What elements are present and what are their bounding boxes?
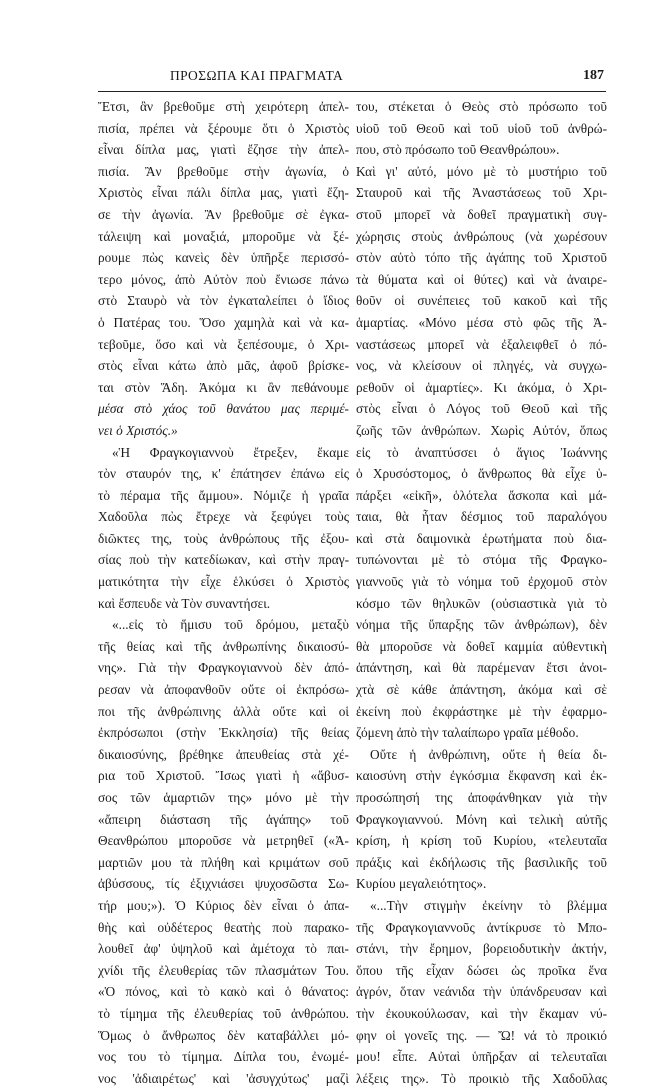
text-line: δικαιοσύνης, βρέθηκε ἀπευθείας στὰ χέ- xyxy=(98,746,349,762)
text-line: Ὅμως ὁ ἄνθρωπος δὲν καταβάλλει μό- xyxy=(98,1027,349,1043)
text-line: «Ὁ πόνος, καὶ τὸ κακὸ καὶ ὁ θάνατος: xyxy=(98,984,349,1000)
text-line: υἱοῦ τοῦ Θεοῦ καὶ τοῦ υἱοῦ τοῦ ἀνθρώ- xyxy=(356,120,607,136)
text-line: «ἄπειρη διάσταση τῆς ἀγάπης» τοῦ xyxy=(98,811,349,827)
text-line: ὅπου τῆς εἶχαν δώσει ὡς προῖκα ἕνα xyxy=(356,962,607,978)
text-line: ρια τοῦ Χριστοῦ. Ἴσως γιατὶ ἡ «ἄβυσ- xyxy=(98,768,349,784)
text-line: θοῦν οἱ συνέπειες τοῦ κακοῦ καὶ τῆς xyxy=(356,293,607,309)
text-line: πισία. Ἂν βρεθοῦμε στὴν ἀγωνία, ὁ xyxy=(98,163,349,179)
running-head xyxy=(98,68,606,88)
text-line: στὸς εἶναι ὁ Λόγος τοῦ Θεοῦ καὶ τῆς xyxy=(356,401,607,417)
page-number: 187 xyxy=(583,68,604,83)
text-line: τὴν ἐκουκούλωσαν, καὶ τὴν ἔκαμαν νύ- xyxy=(356,1005,607,1021)
text-line: Χαδοῦλα πὼς ἔτρεχε νὰ ξεφύγει τοὺς xyxy=(98,509,349,525)
text-line: σε τὴν ἀγωνία. Ἂν βρεθοῦμε σὲ ἐγκα- xyxy=(98,206,349,222)
right-text-column xyxy=(356,96,607,1089)
text-line: τῆς Φραγκογιαννοῦς ἀντίκρυσε τὸ Μπο- xyxy=(356,919,607,935)
text-line: τήρ μου;»). Ὁ Κύριος δὲν εἶναι ὁ ἀπα- xyxy=(98,897,349,913)
text-line: ζωῆς τῶν ἀνθρώπων. Χωρὶς Αὐτόν, ὅπως xyxy=(356,422,607,438)
text-line: λέξεις της». Τὸ προικιὸ τῆς Χαδοῦλας xyxy=(356,1070,607,1086)
text-line: ταια, θὰ ἦταν δέσμιος τοῦ παραλόγου xyxy=(356,509,607,525)
text-line: προσώπησή της ἀποφάνθηκαν γιὰ τὴν xyxy=(356,790,607,805)
left-text-column xyxy=(98,96,349,1089)
text-line: καὶ στὰ δαιμονικὰ ἐρωτήματα ποὺ δια- xyxy=(356,530,607,546)
text-line: «...εἰς τὸ ἥμισυ τοῦ δρόμου, μεταξὺ xyxy=(112,617,349,633)
text-line: μέσα στὸ χάος τοῦ θανάτου μας περιμέ- xyxy=(98,401,349,417)
text-line: ὁ Χρυσόστομος, ὁ ἄνθρωπος θὰ εἶχε ὑ- xyxy=(356,466,607,482)
text-line: Σταυροῦ καὶ τῆς Ἀναστάσεως τοῦ Χρι- xyxy=(356,185,607,201)
text-line: ματικότητα τὴν εἶχε ἑλκύσει ὁ Χριστὸς xyxy=(98,574,349,590)
text-line: ζόμενη ἀπὸ τὴν ταλαίπωρο γραῖα μέθοδο. xyxy=(356,725,579,741)
text-line: ποι τῆς ἀνθρώπινης ἀλλὰ οὔτε καὶ οἱ xyxy=(98,703,349,719)
text-line: τὰ θύματα καὶ οἱ θύτες) καὶ νὰ ἀναιρε- xyxy=(356,271,607,287)
text-line: κόσμο τῶν θηλυκῶν (οὐσιαστικὰ γιὰ τὸ xyxy=(356,595,607,611)
text-line: τερο μόνος, ἀπὸ Αὐτὸν ποὺ ἔνιωσε πάνω xyxy=(98,271,349,287)
text-line: ἐκείνη ποὺ ἐκφράστηκε μὲ τὴν ἐφαρμο- xyxy=(356,703,607,719)
text-line: που, στὸ πρόσωπο τοῦ Θεανθρώπου». xyxy=(356,142,560,158)
text-line: ἐκπρόσωποι (στὴν Ἐκκλησία) τῆς θείας xyxy=(98,725,349,741)
text-line: τὸ τίμημα τῆς ἐλευθερίας τοῦ ἀνθρώπου. xyxy=(98,1005,349,1021)
text-line: στὸ Σταυρὸ νὰ τὸν ἐγκαταλείπει ὁ ἴδιος xyxy=(98,293,349,309)
text-line: διῶκτες της, τοὺς ἀνθρώπους τῆς ἐξου- xyxy=(98,530,349,546)
text-line: ἀγρόν, ὅταν νεάνιδα τὴν ὑπάνδρευσαν καὶ xyxy=(356,984,607,1000)
text-line: νει ὁ Χριστός.» xyxy=(98,422,178,438)
text-line: πισία, πρέπει νὰ ξέρουμε ὅτι ὁ Χριστὸς xyxy=(98,120,349,136)
text-line: ναστάσεως μπορεῖ νὰ ἐξαλειφθεῖ ὁ πό- xyxy=(356,336,607,352)
text-line: Θεανθρώπου μποροῦσε νὰ μετρηθεῖ («Ἀ- xyxy=(98,833,349,849)
text-line: «Ἡ Φραγκογιαννοὺ ἔτρεξεν, ἔκαμε xyxy=(112,444,349,460)
text-line: κρίση, ἡ κρίση τοῦ Κυρίου, «τελευταῖα xyxy=(356,833,607,849)
text-line: Ἔτσι, ἂν βρεθοῦμε στὴ χειρότερη ἀπελ- xyxy=(98,99,349,114)
text-line: Οὔτε ἡ ἀνθρώπινη, οὔτε ἡ θεία δι- xyxy=(370,746,607,762)
text-line: εἰς τὸ ἀναπτύσσει ὁ ἅγιος Ἰωάννης xyxy=(356,444,607,460)
text-line: ἁμαρτίας. «Μόνο μέσα στὸ φῶς τῆς Ἀ- xyxy=(356,314,607,330)
text-line: νος του τὸ τίμημα. Δίπλα του, ἐνωμέ- xyxy=(98,1049,349,1065)
text-line: ἀβύσσους, τίς ἐξιχνιάσει ψυχοσῶστα Σω- xyxy=(98,876,349,892)
text-line: εἶναι δίπλα μας, γιατὶ ἔζησε τὴν ἀπελ- xyxy=(98,142,349,158)
text-line: ὁ Πατέρας του. Ὅσο χαμηλὰ καὶ νὰ κα- xyxy=(98,314,349,330)
text-line: ἀπάντηση, καὶ θὰ παρέμεναν ἔτσι ἀνοι- xyxy=(356,660,607,676)
text-line: ται στὸν Ἅδη. Ἀκόμα κι ἂν πεθάνουμε xyxy=(98,379,349,395)
text-line: καὶ ἔσπευδε νὰ Τὸν συναντήσει. xyxy=(98,595,271,611)
text-line: τάλειψη καὶ μοναξιά, μποροῦμε νὰ ξέ- xyxy=(98,228,349,244)
text-line: νος 'ἀδιαιρέτως' καὶ 'ἀσυγχύτως' μαζὶ xyxy=(98,1070,349,1086)
text-line: μου! εἶπε. Αὐταὶ ὑπῆρξαν αἱ τελευταῖαι xyxy=(356,1049,607,1065)
text-line: του, στέκεται ὁ Θεὸς στὸ πρόσωπο τοῦ xyxy=(356,99,607,114)
text-line: νος, νὰ κλείσουν οἱ πληγές, νὰ συγχω- xyxy=(356,358,607,374)
text-line: Καὶ γι' αὐτό, μόνο μὲ τὸ μυστήριο τοῦ xyxy=(356,163,607,179)
text-line: τῆς θείας καὶ τῆς ἀνθρωπίνης δικαιοσύ- xyxy=(98,638,349,654)
text-line: πάρξει «εἰκῆ», ὁλότελα ἄσκοπα καὶ μά- xyxy=(356,487,607,503)
text-line: καιοσύνη στὴν ἐγκόσμια ἔκφανση καὶ ἐκ- xyxy=(356,768,607,784)
text-line: τεβοῦμε, ὅσο καὶ νὰ ξεπέσουμε, ὁ Χρι- xyxy=(98,336,349,352)
text-line: στάνι, τὴν ἔρημον, βορειοδυτικὴν ἀκτήν, xyxy=(356,941,607,957)
text-line: νόημα τῆς ὕπαρξης τῶν ἀνθρώπων), δὲν xyxy=(356,617,607,633)
text-line: λουθεῖ ἀφ' ὑψηλοῦ καὶ ἀμέτοχα τὸ παι- xyxy=(98,941,349,957)
text-line: τυπώνονται μὲ τὸ στόμα τῆς Φραγκο- xyxy=(356,552,607,568)
text-line: μαρτιῶν μου τὰ πλήθη καὶ κριμάτων σοῦ xyxy=(98,854,349,870)
text-line: «...Τὴν στιγμὴν ἐκείνην τὸ βλέμμα xyxy=(370,897,607,913)
text-line: τὸ πέραμα τῆς ἄμμου». Νόμιζε ἡ γραῖα xyxy=(98,487,349,503)
text-line: τὸν σταυρόν της, κ' ἐπάτησεν ἐπάνω εἰς xyxy=(98,466,349,482)
text-line: χτὰ σὲ κάθε ἀπάντηση, ἀκόμα καὶ σὲ xyxy=(356,682,607,698)
text-line: χνίδι τῆς ἐλευθερίας τῶν πλασμάτων Του. xyxy=(98,962,349,978)
text-line: γιαννοῦς γιὰ τὸ νόημα τοῦ ἐρχομοῦ στὸν xyxy=(356,574,607,590)
text-line: Χριστὸς εἶναι πάλι δίπλα μας, γιατὶ ἔζη- xyxy=(98,185,349,201)
text-line: νης». Γιὰ τὴν Φραγκογιαννοὺ δὲν ἀπό- xyxy=(98,660,349,676)
text-line: στὸν αὐτὸ τόπο τῆς ἀγάπης τοῦ Χριστοῦ xyxy=(356,250,607,266)
text-line: Φραγκογιαννού. Μόνη καὶ τελικὴ αὐτῆς xyxy=(356,811,607,827)
text-line: χώρησις στοὺς ἀνθρώπους (νὰ χωρέσουν xyxy=(356,228,607,244)
text-line: Κυρίου μεγαλειότητος». xyxy=(356,876,487,892)
text-line: ρεθοῦν οἱ ἁμαρτίες». Κι ἀκόμα, ὁ Χρι- xyxy=(356,379,607,395)
text-line: σίας ποὺ τὴν κατεδίωκαν, καὶ στὴν πραγ- xyxy=(98,552,349,568)
text-line: σος τῶν ἁμαρτιῶν της» μόνο μὲ τὴν xyxy=(98,790,349,805)
text-line: θὴς καὶ οὐδέτερος θεατὴς ποὺ παρακο- xyxy=(98,919,349,935)
header-rule xyxy=(98,91,606,92)
text-line: ρεσαν νὰ ἀποφανθοῦν οὔτε οἱ ἐκπρόσω- xyxy=(98,682,349,698)
text-line: ρουμε πὼς κανεὶς δὲν ὑπῆρξε περισσό- xyxy=(98,250,349,266)
text-line: πράξις καὶ ἐκδήλωσις τῆς βασιλικῆς τοῦ xyxy=(356,854,607,870)
text-line: στὸς εἶναι κάτω ἀπὸ μᾶς, ἀφοῦ βρίσκε- xyxy=(98,358,349,374)
text-line: θὰ μποροῦσε νὰ δοθεῖ καμμία αὐθεντικὴ xyxy=(356,638,607,654)
running-title: ΠΡΟΣΩΠΑ ΚΑΙ ΠΡΑΓΜΑΤΑ xyxy=(170,68,344,83)
text-line: στοῦ μπορεῖ νὰ δοθεῖ πραγματικὴ συγ- xyxy=(356,206,607,222)
text-line: φην οἱ γονεῖς της. — Ὤ! νά τὸ προικιό xyxy=(356,1027,607,1043)
